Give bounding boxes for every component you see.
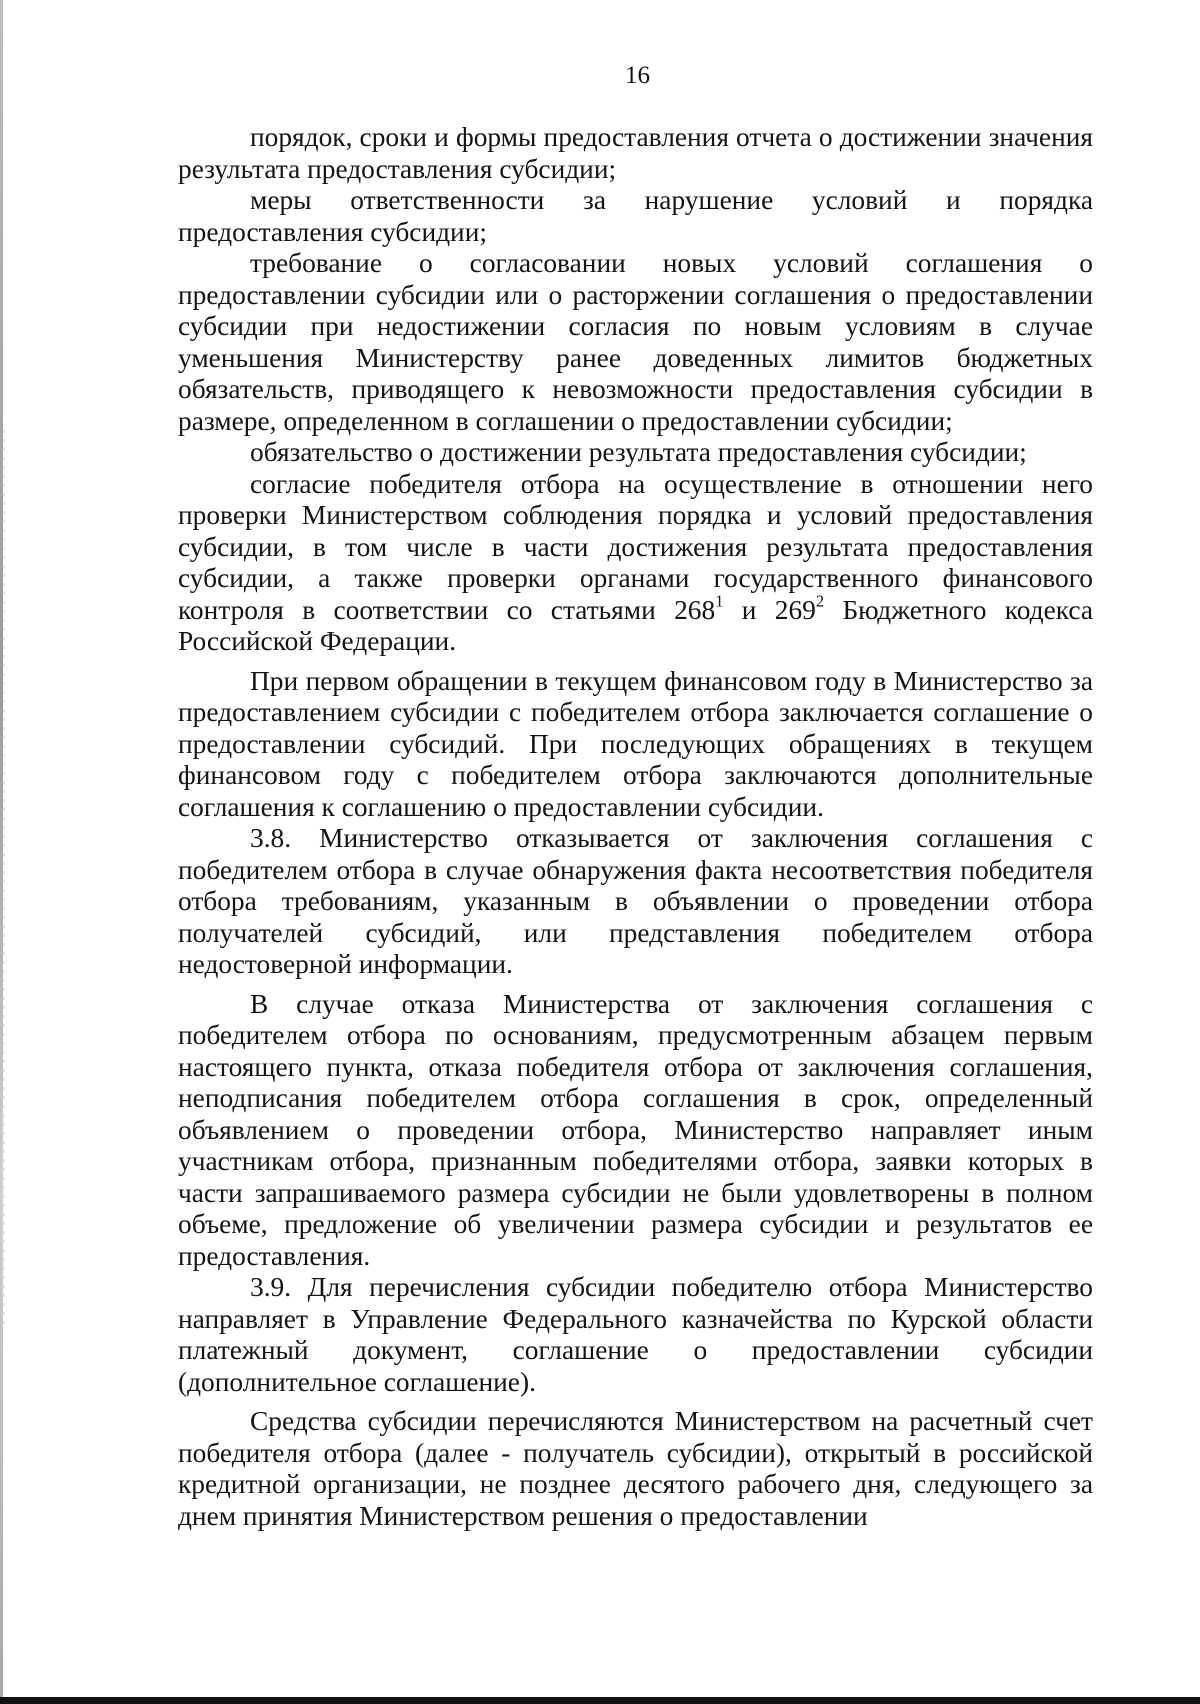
paragraph-responsibility: меры ответственности за нарушение условий и порядка предоставления субсидии; (178, 185, 1093, 247)
paragraph-refusal-case: В случае отказа Министерства от заключения соглашения с победителем отбора по основаниям, предусмотренным абзацем первым настоящего пункта, отказа победителя отбора от заключения соглашения, неподписания победителем отбора соглашения в срок, определенный объявлением о проведении отбора, Министерство направляет иным участникам отбора, признанным победителями отбора, заявки которых в части запрашиваемого размера субсидии не были удовлетворены в полном объеме, предложение об увеличении размера субсидии и результатов ее предоставления. (178, 988, 1093, 1271)
paragraph-3-9: 3.9. Для перечисления субсидии победителю отбора Министерство направляет в Управление Федерального казначейства по Курской области платежный документ, соглашение о предоставлении субсидии (дополнительное соглашение). (178, 1272, 1093, 1397)
article-268-superscript: 1 (715, 591, 724, 611)
paragraph-report-order: порядок, сроки и формы предоставления отчета о достижении значения результата предоставления субсидии; (178, 122, 1093, 184)
article-269-superscript: 2 (815, 591, 825, 611)
paragraph-3-8: 3.8. Министерство отказывается от заключения соглашения с победителем отбора в случае обнаружения факта несоответствия победителя отбора требованиям, указанным в объявлении о проведении отбора получателей субсидий, или представления победителем отбора недостоверной информации. (178, 823, 1093, 979)
page-number: 16 (625, 62, 650, 89)
consent-text-before: согласие победителя отбора на осуществление в отношении него проверки Министерством соблюдения порядка и условий предоставления субсидии, в том числе в части достижения результата предоставления субсидии, а также проверки органами государственного финансового контроля в соответствии со статьями (178, 468, 1093, 625)
paragraph-first-appeal: При первом обращении в текущем финансовом году в Министерство за предоставлением субсидии с победителем отбора заключается соглашение о предоставлении субсидий. При последующих обращениях в текущем финансовом году с победителем отбора заключаются дополнительные соглашения к соглашению о предоставлении субсидии. (178, 665, 1093, 822)
scan-edge-marks (3, 430, 5, 1330)
paragraph-consent (178, 469, 1093, 658)
paragraph-obligation: обязательство о достижении результата предоставления субсидии; (250, 437, 1027, 467)
consent-text-after: Бюджетного кодекса Российской Федерации. (178, 594, 1093, 656)
document-body (178, 122, 1093, 1532)
consent-conjunction: и (723, 594, 775, 625)
scan-bottom-edge (0, 1697, 1200, 1704)
paragraph-new-conditions: требование о согласовании новых условий соглашения о предоставлении субсидии или о расторжении соглашения о предоставлении субсидии при недостижении согласия по новым условиям в случае уменьшения Министерству ранее доведенных лимитов бюджетных обязательств, приводящего к невозможности предоставления субсидии в размере, определенном в соглашении о предоставлении субсидии; (178, 248, 1093, 436)
article-268: 268 (674, 594, 716, 625)
article-269: 269 (774, 594, 816, 625)
paragraph-transfer: Средства субсидии перечисляются Министерством на расчетный счет победителя отбора (далее - получатель субсидии), открытый в российской кредитной организации, не позднее десятого рабочего дня, следующего за днем принятия Министерством решения о предоставлении (178, 1406, 1093, 1531)
